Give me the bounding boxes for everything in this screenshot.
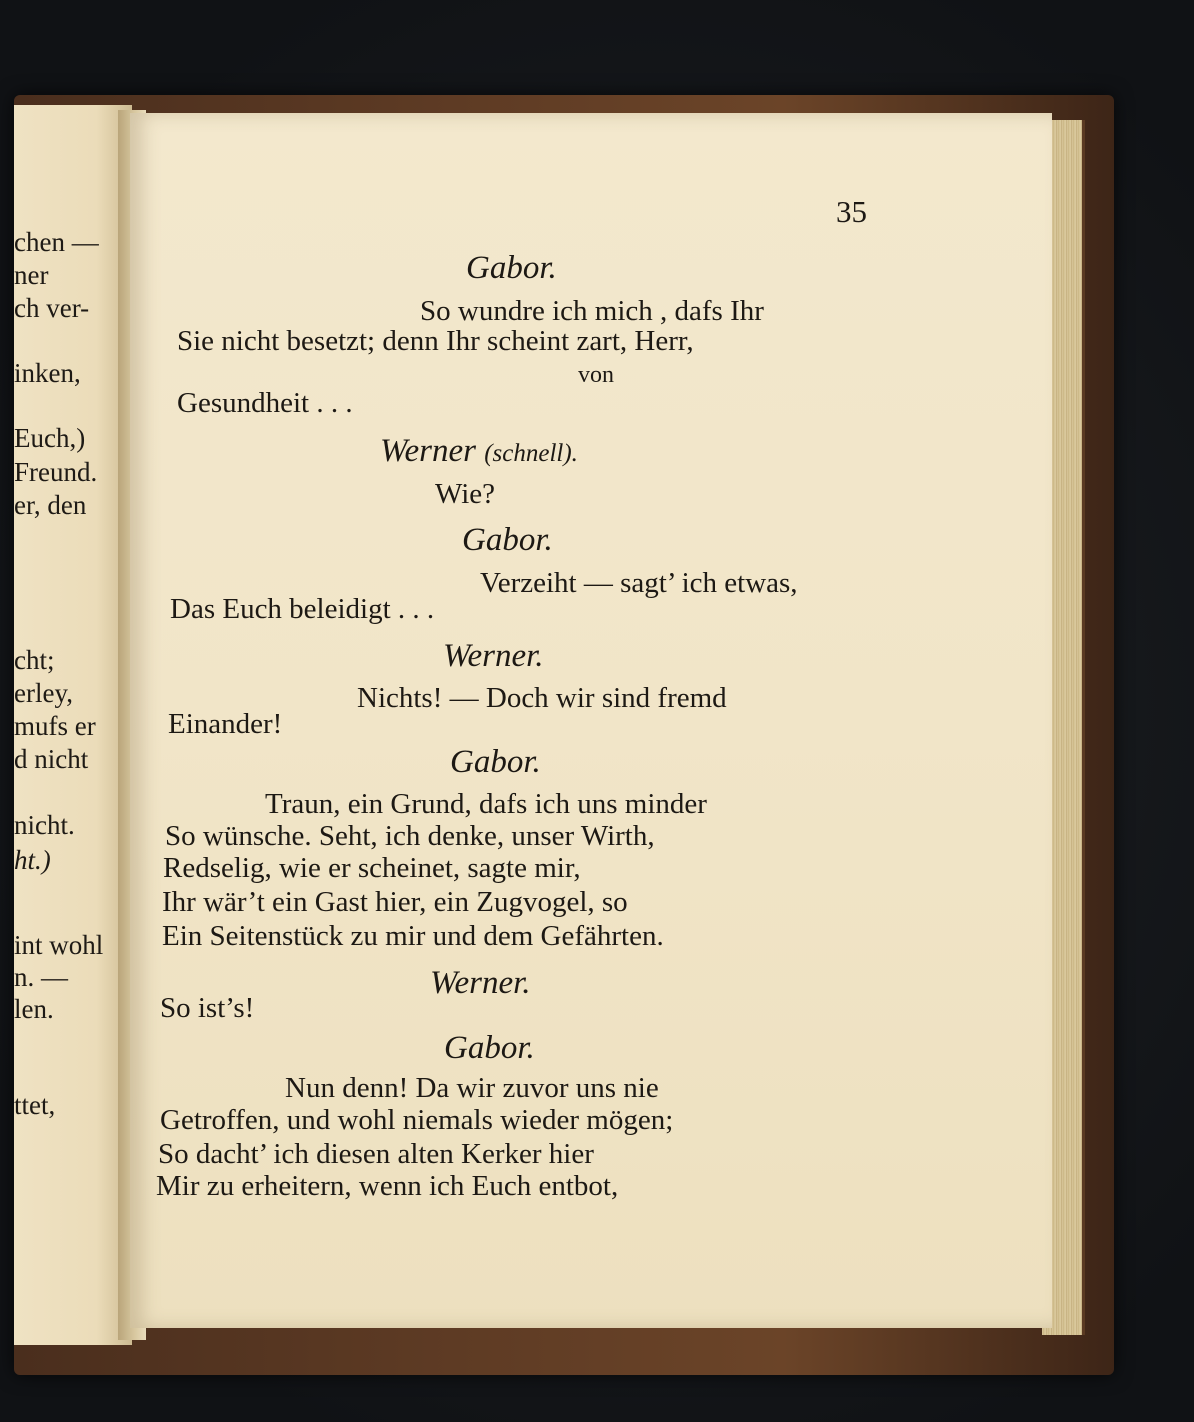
left-fragment: int wohl <box>14 930 104 960</box>
stage-direction: (schnell). <box>484 440 578 467</box>
verse-line: Sie nicht besetzt; denn Ihr scheint zart, Herr, <box>177 325 694 357</box>
verse-line: Wie? <box>435 478 496 510</box>
verse-line: Mir zu erheitern, wenn ich Euch entbot, <box>156 1170 619 1202</box>
page-number: 35 <box>836 194 867 229</box>
speaker-name: Gabor. <box>466 250 557 286</box>
left-fragment: erley, <box>14 678 73 708</box>
left-page <box>14 105 132 1345</box>
speaker-name: Gabor. <box>462 522 553 558</box>
left-fragment: d nicht <box>14 744 89 774</box>
speaker-name: Werner. <box>430 965 531 1001</box>
verse-line: Traun, ein Grund, dafs ich uns minder <box>265 788 707 820</box>
verse-line: Das Euch beleidigt . . . <box>170 593 435 625</box>
verse-line: Nichts! — Doch wir sind fremd <box>357 682 727 714</box>
left-fragment: er, den <box>14 490 87 520</box>
verse-line: So wundre ich mich , dafs Ihr <box>420 295 764 327</box>
left-fragment: Freund. <box>14 457 98 487</box>
verse-line: Getroffen, und wohl niemals wieder mögen; <box>160 1104 674 1136</box>
left-fragment: ner <box>14 260 49 290</box>
left-fragment: n. — <box>14 962 68 992</box>
verse-line: So wünsche. Seht, ich denke, unser Wirth, <box>165 820 655 852</box>
speaker-name <box>380 433 578 470</box>
speaker-name: Werner. <box>443 638 544 674</box>
verse-line: Gesundheit . . . <box>177 387 353 419</box>
left-fragment: nicht. <box>14 810 75 840</box>
left-fragment: ht.) <box>14 845 51 875</box>
left-fragment: chen — <box>14 227 99 257</box>
verse-line: So dacht’ ich diesen alten Kerker hier <box>158 1138 594 1170</box>
speaker-name: Gabor. <box>450 744 541 780</box>
left-fragment: ch ver- <box>14 293 90 323</box>
left-fragment: ttet, <box>14 1090 56 1120</box>
left-fragment: mufs er <box>14 711 96 741</box>
verse-line: von <box>578 362 614 388</box>
speaker-name: Gabor. <box>444 1030 535 1066</box>
left-fragment: Euch,) <box>14 423 86 453</box>
verse-line: Einander! <box>168 708 283 740</box>
left-fragment: inken, <box>14 358 81 388</box>
verse-line: Nun denn! Da wir zuvor uns nie <box>285 1072 659 1104</box>
left-fragment: len. <box>14 994 54 1024</box>
verse-line: So ist’s! <box>160 992 255 1024</box>
verse-line: Ihr wär’t ein Gast hier, ein Zugvogel, so <box>162 886 628 918</box>
verse-line: Ein Seitenstück zu mir und dem Gefährten. <box>162 920 664 952</box>
verse-line: Verzeiht — sagt’ ich etwas, <box>480 567 798 599</box>
verse-line: Redselig, wie er scheinet, sagte mir, <box>163 852 581 884</box>
speaker-name-text: Werner <box>380 433 476 469</box>
left-fragment: cht; <box>14 645 55 675</box>
